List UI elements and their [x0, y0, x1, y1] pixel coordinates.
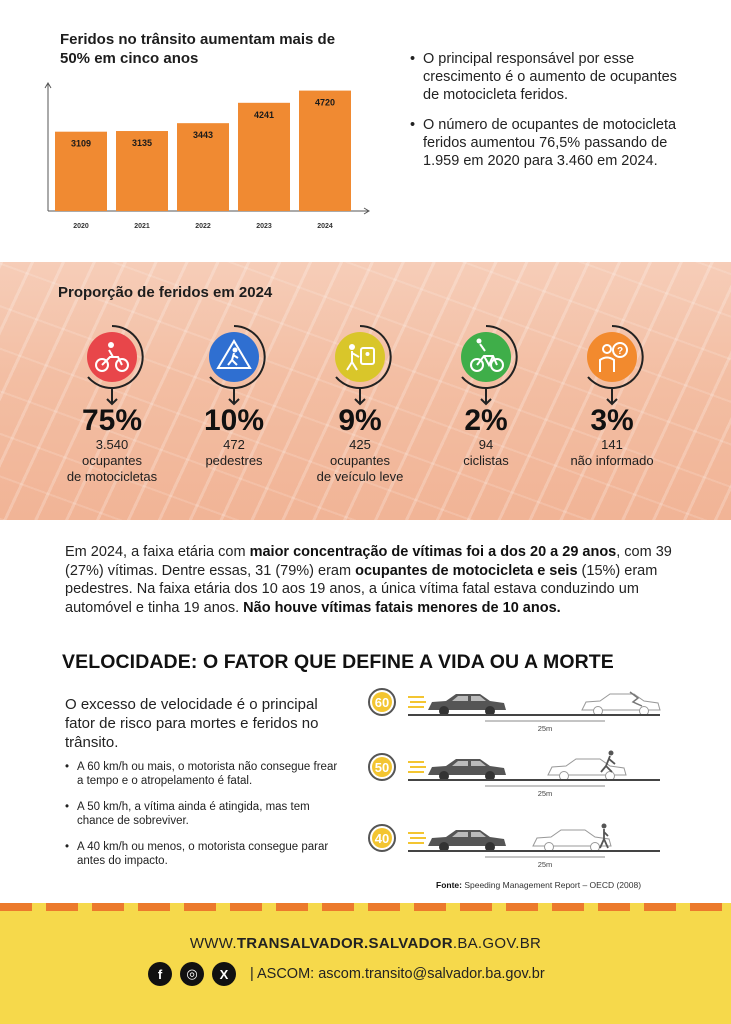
chart-section [0, 0, 731, 262]
x-tick-label: 2021 [134, 223, 150, 230]
stat-label: pedestres [205, 453, 263, 468]
chart-bullet: • O número de ocupantes de motocicleta feridos aumentou 76,5% passando de 1.959 em 2020 para 3.460 em 2024. [410, 116, 680, 170]
motorcycle-icon [75, 320, 149, 394]
svg-text:?: ? [616, 346, 624, 357]
stat-pedestrian [164, 320, 304, 468]
stat-label: de veículo leve [316, 469, 404, 484]
bar-data-label: 4241 [253, 109, 275, 120]
site-prefix: WWW. [189, 935, 237, 952]
bar [299, 91, 351, 211]
stat-motorcycle [42, 320, 182, 484]
bar-chart [40, 80, 380, 240]
x-tick-label: 2024 [317, 223, 333, 230]
proportion-title: Proporção de feridos em 2024 [58, 284, 273, 301]
stat-percent: 3% [590, 404, 634, 437]
speed-bullet: • A 60 km/h ou mais, o motorista não consegue frear a tempo e o atropelamento é fatal. [65, 760, 345, 788]
distance-label: 25m [537, 860, 553, 869]
stat-percent: 75% [81, 404, 143, 437]
x-tick-label: 2023 [256, 223, 272, 230]
stat-count: 94 [478, 437, 494, 452]
paragraph-text: , com 39 (27%) vítimas. Dentre essas, 31 (79%) eram [65, 544, 672, 579]
contact-row [148, 961, 545, 987]
paragraph-text: Em 2024, a faixa etária com [65, 544, 250, 560]
website-link[interactable] [0, 935, 731, 952]
distance-label: 25m [537, 789, 553, 798]
speed-row-60 [369, 689, 660, 733]
paragraph-text: (15%) eram pedestres. Na faixa etária dos 10 aos 19 anos, a única vítima fatal estava conduzindo um automóvel e tinha 19 anos. [65, 562, 658, 616]
paragraph-bold: maior concentração de vítimas foi a dos 20 a 29 anos [249, 544, 617, 560]
stat-label: ocupantes [330, 453, 390, 468]
bar-data-label: 4720 [314, 97, 336, 108]
age-paragraph [65, 543, 685, 617]
x-tick-label: 2022 [195, 223, 211, 230]
speed-badge-text: 50 [374, 760, 390, 775]
stat-label: ciclistas [463, 453, 509, 468]
stat-unknown [542, 320, 682, 468]
x-tick-label: 2020 [73, 223, 89, 230]
speed-badge-text: 40 [374, 831, 390, 846]
speed-row-40 [369, 824, 660, 870]
stat-count: 141 [601, 437, 623, 452]
source-note [436, 880, 641, 890]
ascom-email[interactable]: | ASCOM: ascom.transito@salvador.ba.gov.br [250, 966, 545, 982]
footer-dash-border [0, 903, 731, 911]
speed-diagram [360, 680, 670, 870]
cyclist-icon [449, 320, 523, 394]
stat-count: 425 [349, 437, 371, 452]
stat-percent: 10% [203, 404, 265, 437]
stat-percent: 2% [464, 404, 508, 437]
stat-count: 472 [223, 437, 245, 452]
site-suffix: .BA.GOV.BR [452, 935, 542, 952]
stat-car-occupant [290, 320, 430, 484]
speed-row-50 [369, 751, 660, 799]
source-label: Fonte: [436, 880, 462, 890]
x-icon[interactable]: X [212, 962, 236, 986]
site-domain: TRANSALVADOR.SALVADOR [236, 935, 453, 952]
stat-label: de motocicletas [66, 469, 158, 484]
paragraph-bold: Não houve vítimas fatais menores de 10 anos. [243, 599, 561, 616]
bar-data-label: 3135 [131, 138, 153, 149]
speed-intro: O excesso de velocidade é o principal fator de risco para mortes e feridos no trânsito. [65, 696, 319, 751]
stat-label: não informado [570, 453, 654, 468]
stat-count: 3.540 [95, 437, 129, 452]
pedestrian-icon [197, 320, 271, 394]
facebook-icon[interactable]: f [148, 962, 172, 986]
speed-badge-text: 60 [374, 695, 390, 710]
speed-bullets [65, 760, 345, 880]
speed-title: VELOCIDADE: O FATOR QUE DEFINE A VIDA OU A MORTE [62, 651, 614, 673]
proportion-section [0, 262, 731, 520]
chart-title: Feridos no trânsito aumentam mais de 50% em cinco anos [60, 31, 336, 67]
speed-bullet: • A 50 km/h, a vítima ainda é atingida, mas tem chance de sobreviver. [65, 800, 345, 828]
stat-label: ocupantes [82, 453, 142, 468]
instagram-icon[interactable]: ◎ [180, 962, 204, 986]
chart-bullets [410, 50, 680, 182]
unknown-person-icon [575, 320, 649, 394]
paragraph-bold: ocupantes de motocicleta e seis [355, 562, 578, 579]
stat-percent: 9% [338, 404, 382, 437]
footer [0, 903, 731, 1024]
stat-cyclist [416, 320, 556, 468]
car-occupant-icon [323, 320, 397, 394]
distance-label: 25m [537, 724, 553, 733]
speed-bullet: • A 40 km/h ou menos, o motorista consegue parar antes do impacto. [65, 840, 345, 868]
bar-data-label: 3109 [70, 138, 92, 149]
chart-bullet: • O principal responsável por esse crescimento é o aumento de ocupantes de motocicleta feridos. [410, 50, 680, 104]
source-text: Speeding Management Report – OECD (2008) [461, 880, 642, 890]
bar-data-label: 3443 [192, 130, 214, 141]
